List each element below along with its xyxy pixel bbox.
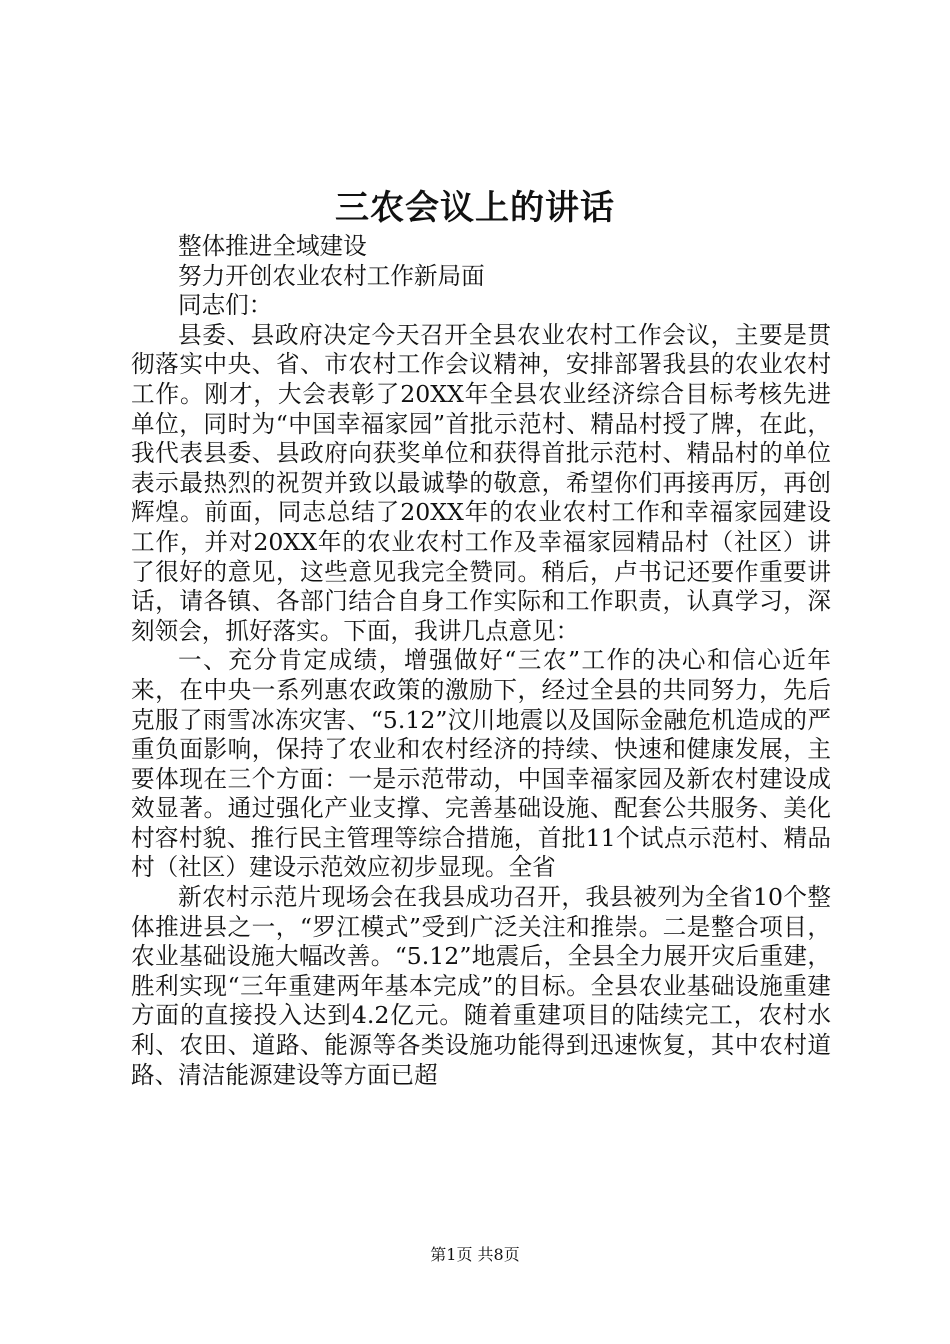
paragraph-intro: 县委、县政府决定今天召开全县农业农村工作会议，主要是贯彻落实中央、省、市农村工作会议精神，安排部署我县的农业农村工作。刚才，大会表彰了20XX年全县农业经济综合目标考核先进单位，同时为“中国幸福家园”首批示范村、精品村授了牌，在此，我代表县委、县政府向获奖单位和获得首批示范村、精品村的单位表示最热烈的祝贺并致以最诚挚的敬意，希望你们再接再厉，再创辉煌。前面，同志总结了20XX年的农业农村工作和幸福家园建设工作，并对20XX年的农业农村工作及幸福家园精品村（社区）讲了很好的意见，这些意见我完全赞同。稍后，卢书记还要作重要讲话，请各镇、各部门结合自身工作实际和工作职责，认真学习，深刻领会，抓好落实。下面，我讲几点意见： [131,320,831,645]
subtitle-line-2: 努力开创农业农村工作新局面 [178,261,485,290]
salutation: 同志们： [178,291,273,320]
paragraph-continuation: 新农村示范片现场会在我县成功召开，我县被列为全省10个整体推进县之一，“罗江模式”受到广泛关注和推崇。二是整合项目，农业基础设施大幅改善。“5.12”地震后，全县全力展开灾后重建，胜利实现“三年重建两年基本完成”的目标。全县农业基础设施重建方面的直接投入达到4.2亿元。随着重建项目的陆续完工，农村水利、农田、道路、能源等各类设施功能得到迅速恢复，其中农村道路、清洁能源建设等方面已超 [131,883,831,1089]
paragraph-section-one: 一、充分肯定成绩，增强做好“三农”工作的决心和信心近年来，在中央一系列惠农政策的激励下，经过全县的共同努力，先后克服了雨雪冰冻灾害、“5.12”汶川地震以及国际金融危机造成的严重负面影响，保持了农业和农村经济的持续、快速和健康发展，主要体现在三个方面：一是示范带动，中国幸福家园及新农村建设成效显著。通过强化产业支撑、完善基础设施、配套公共服务、美化村容村貌、推行民主管理等综合措施，首批11个试点示范村、精品村（社区）建设示范效应初步显现。全省 [131,646,831,882]
document-title: 三农会议上的讲话 [335,188,615,228]
subtitle-line-1: 整体推进全域建设 [178,232,367,260]
page-number-footer: 第1页 共8页 [430,1245,520,1264]
document-body [131,232,831,1090]
